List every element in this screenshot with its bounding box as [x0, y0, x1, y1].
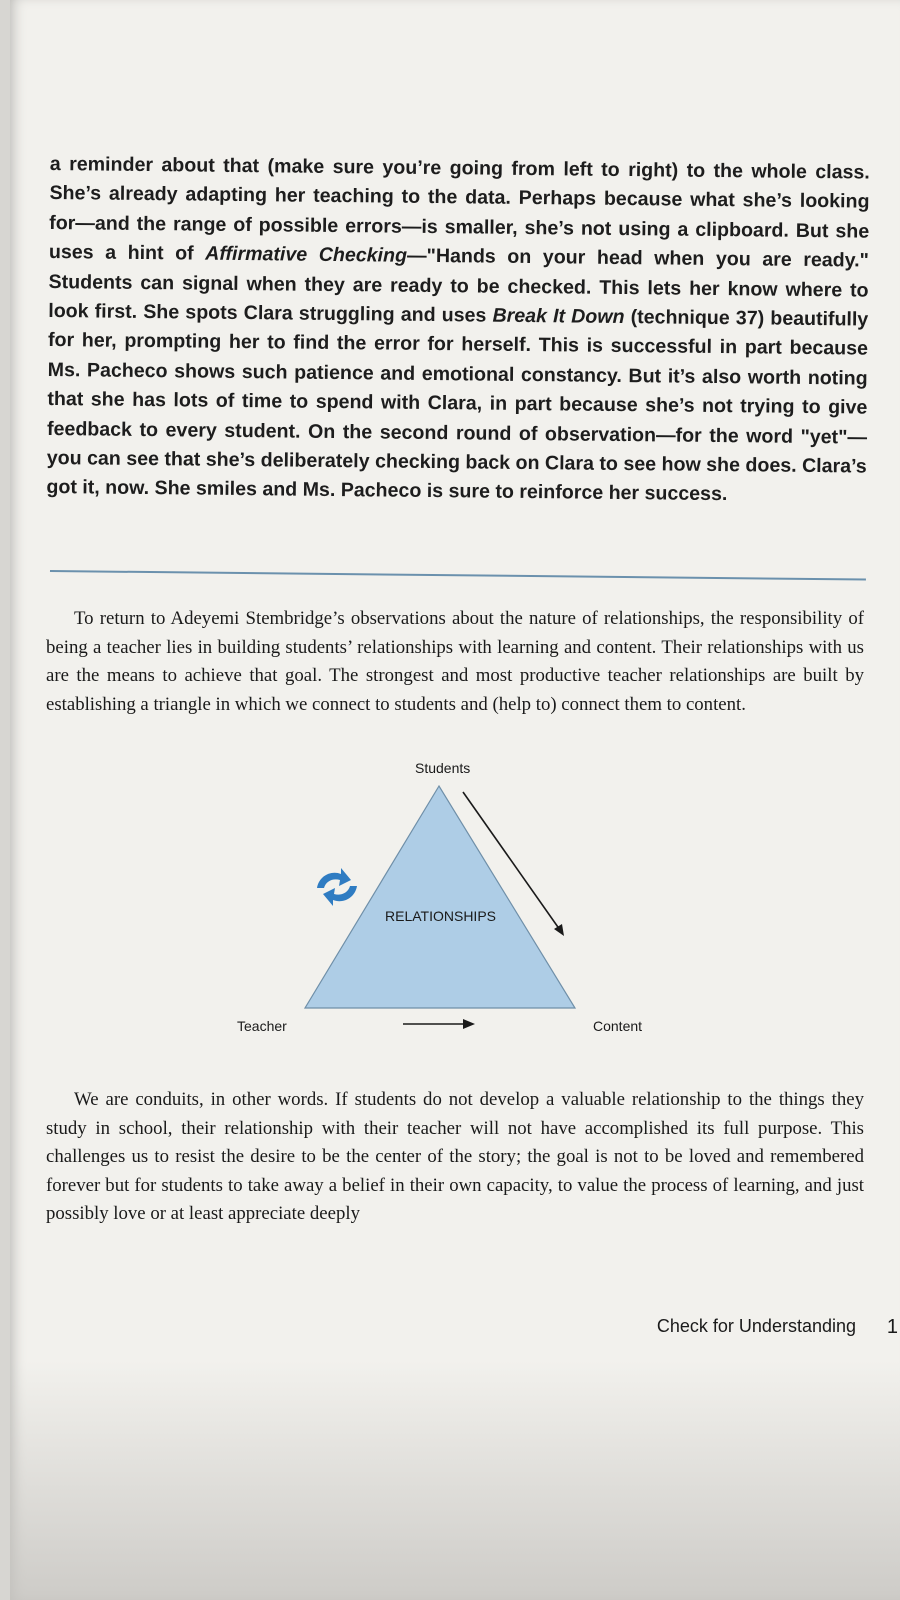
running-footer-title: Check for Understanding	[656, 1316, 856, 1336]
cycle-arrows-icon	[317, 868, 357, 906]
sidebar-paragraph	[46, 150, 870, 511]
paragraph-text: We are conduits, in other words. If students do not develop a valuable relationship to the things they study in school, their relationship with their teacher will not have accomplished its full purpose. This challenges us to resist the desire to be the center of the story; the goal is not to be loved and remembered forever but for students to take away a belief in their own capacity, to value the process of learning, and just possibly love or at least appreciate deeply	[46, 1089, 864, 1225]
technique-affirmative-checking: Affirmative Checking	[205, 242, 408, 267]
label-relationships: RELATIONSHIPS	[385, 908, 496, 924]
body-paragraph-1	[46, 605, 864, 719]
paragraph-text: To return to Adeyemi Stembridge’s observations about the nature of relationships, the responsibility of being a teacher lies in building students’ relationships with learning and content. Their relationships with us are the means to achieve that goal. The strongest and most productive teacher relationships are built by establishing a triangle in which we connect to students and (help to) connect them to content.	[46, 608, 864, 715]
label-teacher: Teacher	[237, 1018, 287, 1034]
sidebar-text-1: a reminder about that (make sure you’re going from left to right) to the whole class. She’s already adapting her teaching to the data. Perhaps because what she’s looking for—and the range of possible errors—is smaller, she’s not using a clipboard. But she uses a hint of	[48, 152, 870, 265]
label-students: Students	[415, 760, 471, 776]
page-shadow	[10, 1360, 900, 1600]
sidebar-text-3: (technique 37) beautifully for her, prompting her to find the error for herself. This is successful in part because Ms. Pacheco shows such patience and emotional constancy. But it’s also worth noting that she has lots of time to spend with Clara, in part because she’s not trying to give feedback to every student. On the second round of observation—for the word "yet"—you can see that she’s deliberately checking back on Clara to see how she does. Clara’s got it, now. She smiles and Ms. Pacheco is sure to reinforce her success.	[46, 306, 869, 506]
page-number: 1	[886, 1316, 898, 1338]
label-content: Content	[593, 1018, 643, 1034]
arrowhead-right	[463, 1019, 475, 1029]
body-paragraph-2	[46, 1086, 864, 1229]
sidebar-text-2: —"Hands on your head when you are ready." Students can signal when they are ready to be checked. This lets her know where to look first. She spots Clara struggling and uses	[48, 244, 869, 327]
technique-break-it-down: Break It Down	[492, 304, 625, 329]
arrowhead-down	[554, 924, 564, 936]
sidebar-case-study	[46, 150, 870, 511]
relationship-triangle-figure	[225, 760, 685, 1060]
